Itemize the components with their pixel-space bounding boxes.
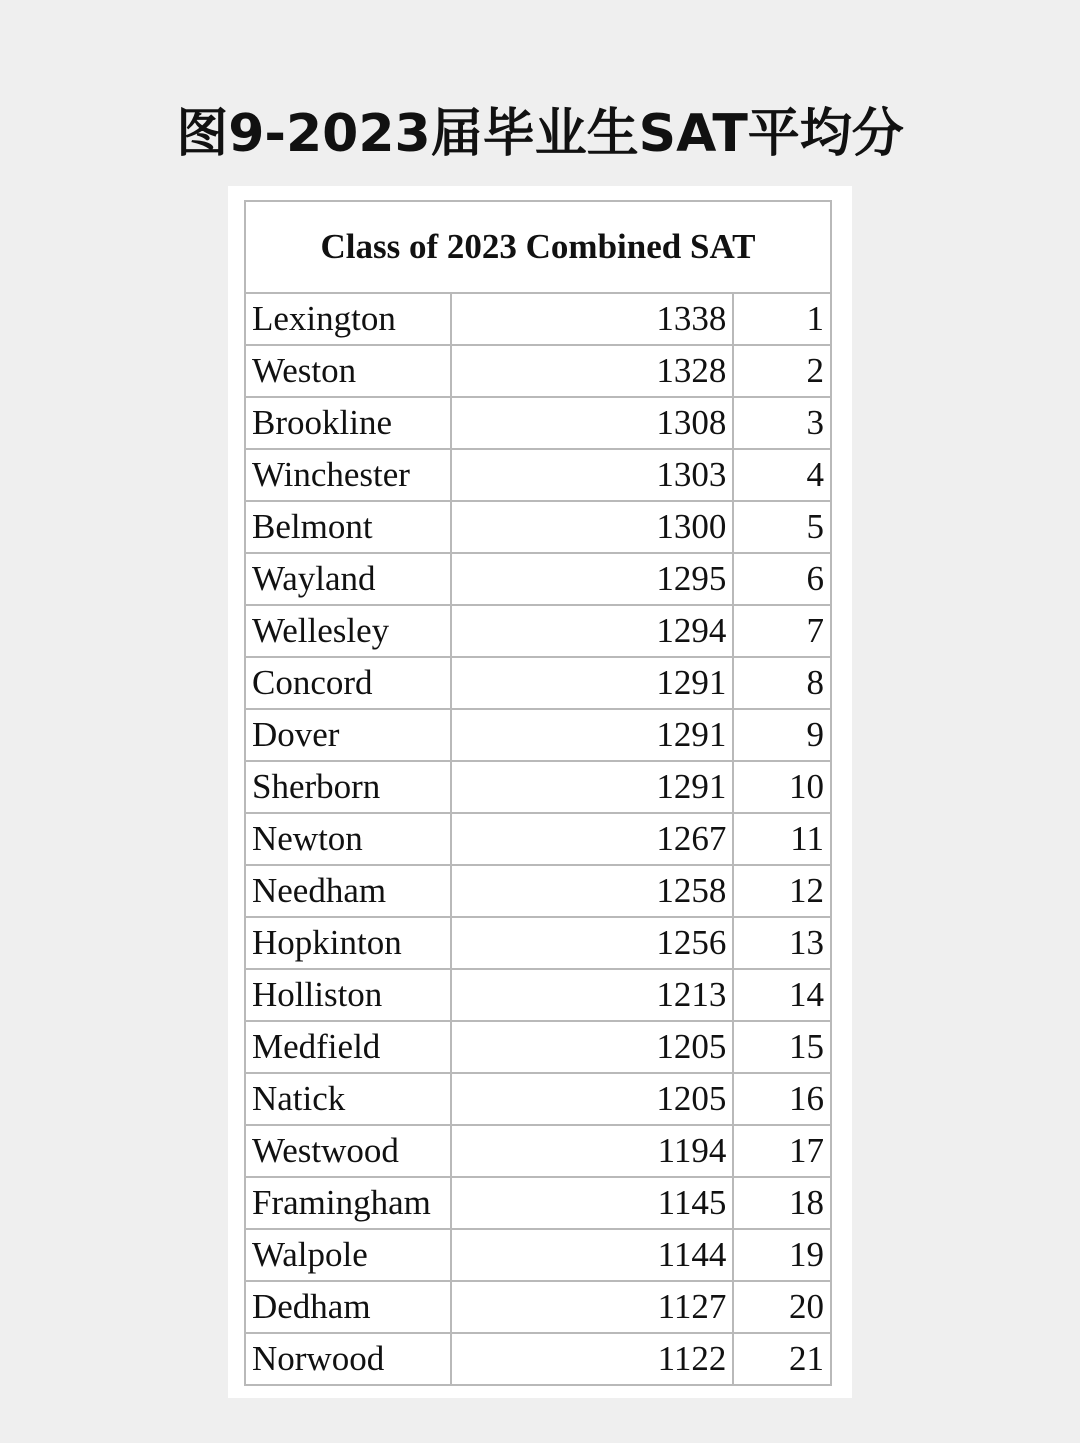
score-cell: 1213 <box>451 969 733 1021</box>
rank-cell: 1 <box>733 293 831 345</box>
rank-cell: 5 <box>733 501 831 553</box>
town-cell: Wellesley <box>245 605 451 657</box>
rank-cell: 6 <box>733 553 831 605</box>
table-row <box>245 605 831 657</box>
table-row <box>245 709 831 761</box>
table-row <box>245 865 831 917</box>
town-cell: Needham <box>245 865 451 917</box>
town-cell: Westwood <box>245 1125 451 1177</box>
rank-cell: 15 <box>733 1021 831 1073</box>
score-cell: 1122 <box>451 1333 733 1385</box>
town-cell: Wayland <box>245 553 451 605</box>
rank-cell: 7 <box>733 605 831 657</box>
score-cell: 1300 <box>451 501 733 553</box>
score-cell: 1308 <box>451 397 733 449</box>
table-row <box>245 813 831 865</box>
table-row <box>245 1125 831 1177</box>
town-cell: Concord <box>245 657 451 709</box>
town-cell: Brookline <box>245 397 451 449</box>
score-cell: 1127 <box>451 1281 733 1333</box>
town-cell: Holliston <box>245 969 451 1021</box>
sat-table <box>244 200 832 1386</box>
score-cell: 1258 <box>451 865 733 917</box>
table-caption: Class of 2023 Combined SAT <box>245 201 831 293</box>
town-cell: Lexington <box>245 293 451 345</box>
town-cell: Natick <box>245 1073 451 1125</box>
table-header-row <box>245 201 831 293</box>
town-cell: Framingham <box>245 1177 451 1229</box>
score-cell: 1295 <box>451 553 733 605</box>
town-cell: Belmont <box>245 501 451 553</box>
table-row <box>245 969 831 1021</box>
score-cell: 1194 <box>451 1125 733 1177</box>
town-cell: Weston <box>245 345 451 397</box>
rank-cell: 11 <box>733 813 831 865</box>
score-cell: 1291 <box>451 761 733 813</box>
score-cell: 1144 <box>451 1229 733 1281</box>
town-cell: Winchester <box>245 449 451 501</box>
rank-cell: 21 <box>733 1333 831 1385</box>
rank-cell: 19 <box>733 1229 831 1281</box>
rank-cell: 17 <box>733 1125 831 1177</box>
score-cell: 1291 <box>451 709 733 761</box>
score-cell: 1256 <box>451 917 733 969</box>
rank-cell: 9 <box>733 709 831 761</box>
table-row <box>245 1229 831 1281</box>
rank-cell: 3 <box>733 397 831 449</box>
rank-cell: 8 <box>733 657 831 709</box>
table-row <box>245 1073 831 1125</box>
rank-cell: 4 <box>733 449 831 501</box>
table-row <box>245 345 831 397</box>
town-cell: Medfield <box>245 1021 451 1073</box>
table-row <box>245 293 831 345</box>
table-row <box>245 917 831 969</box>
table-row <box>245 1021 831 1073</box>
table-row <box>245 1177 831 1229</box>
rank-cell: 18 <box>733 1177 831 1229</box>
table-row <box>245 1281 831 1333</box>
town-cell: Walpole <box>245 1229 451 1281</box>
table-card <box>228 186 852 1398</box>
table-row <box>245 501 831 553</box>
table-body <box>245 293 831 1385</box>
town-cell: Newton <box>245 813 451 865</box>
score-cell: 1328 <box>451 345 733 397</box>
rank-cell: 2 <box>733 345 831 397</box>
rank-cell: 14 <box>733 969 831 1021</box>
score-cell: 1291 <box>451 657 733 709</box>
table-row <box>245 553 831 605</box>
table-row <box>245 1333 831 1385</box>
score-cell: 1267 <box>451 813 733 865</box>
score-cell: 1303 <box>451 449 733 501</box>
score-cell: 1205 <box>451 1021 733 1073</box>
score-cell: 1294 <box>451 605 733 657</box>
table-row <box>245 761 831 813</box>
rank-cell: 20 <box>733 1281 831 1333</box>
table-row <box>245 449 831 501</box>
score-cell: 1205 <box>451 1073 733 1125</box>
rank-cell: 12 <box>733 865 831 917</box>
table-row <box>245 397 831 449</box>
town-cell: Sherborn <box>245 761 451 813</box>
score-cell: 1145 <box>451 1177 733 1229</box>
town-cell: Dover <box>245 709 451 761</box>
rank-cell: 10 <box>733 761 831 813</box>
town-cell: Dedham <box>245 1281 451 1333</box>
town-cell: Norwood <box>245 1333 451 1385</box>
score-cell: 1338 <box>451 293 733 345</box>
town-cell: Hopkinton <box>245 917 451 969</box>
rank-cell: 16 <box>733 1073 831 1125</box>
page-title: 图9-2023届毕业生SAT平均分 <box>176 104 904 164</box>
table-row <box>245 657 831 709</box>
rank-cell: 13 <box>733 917 831 969</box>
